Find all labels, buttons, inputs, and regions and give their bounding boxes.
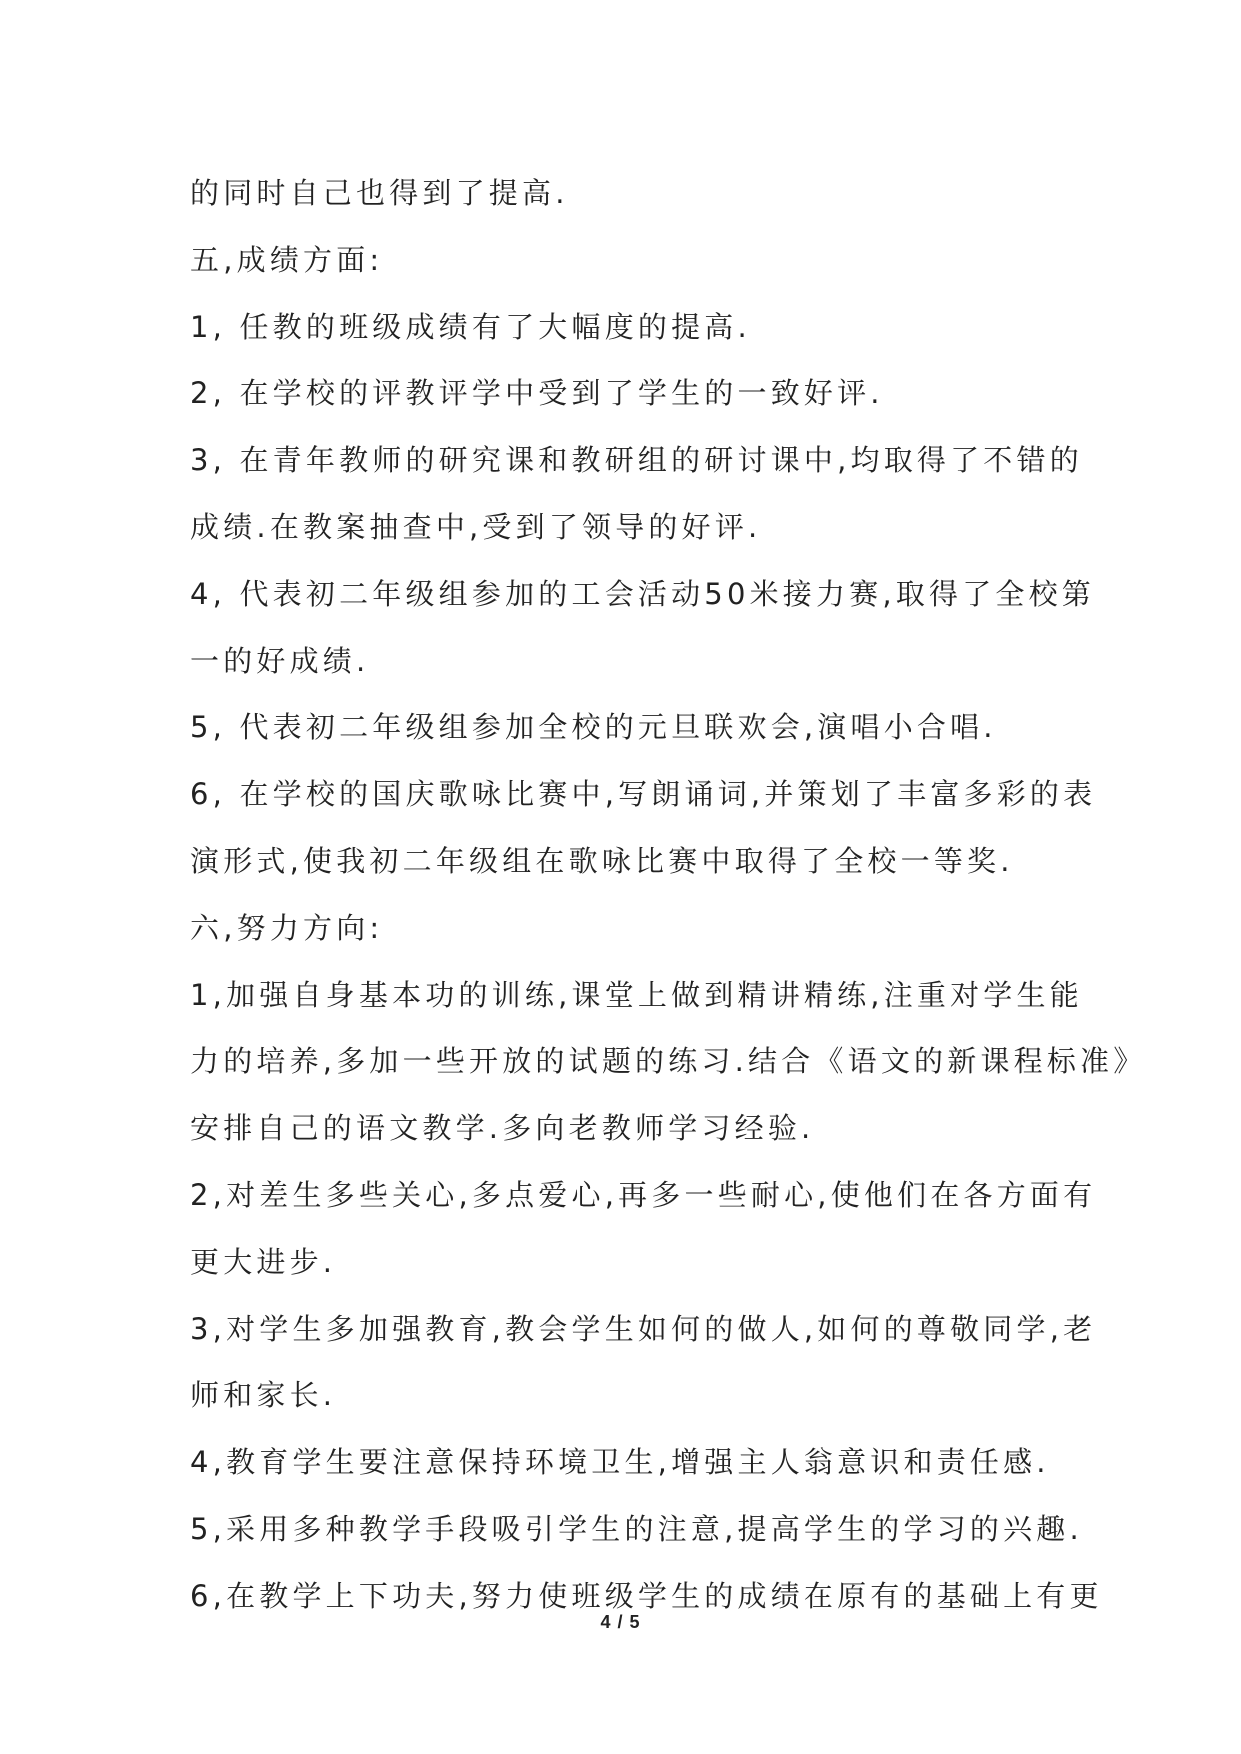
list-item: 4, 代表初二年级组参加的工会活动50米接力赛,取得了全校第 — [190, 576, 1096, 611]
text-line: 一的好成绩. — [190, 643, 370, 678]
list-item: 6, 在学校的国庆歌咏比赛中,写朗诵词,并策划了丰富多彩的表 — [190, 777, 1097, 812]
text-line: 安排自己的语文教学.多向老教师学习经验. — [190, 1111, 815, 1146]
list-item: 6,在教学上下功夫,努力使班级学生的成绩在原有的基础上有更 — [190, 1578, 1103, 1613]
text-line: 演形式,使我初二年级组在歌咏比赛中取得了全校一等奖. — [190, 843, 1014, 878]
text-line: 力的培养,多加一些开放的试题的练习.结合《语文的新课程标准》 — [190, 1044, 1147, 1079]
list-item: 1, 任教的班级成绩有了大幅度的提高. — [190, 309, 751, 344]
text-line: 更大进步. — [190, 1244, 337, 1279]
list-item: 3,对学生多加强教育,教会学生如何的做人,如何的尊敬同学,老 — [190, 1311, 1097, 1346]
section-heading: 五,成绩方面: — [190, 242, 384, 277]
list-item: 2,对差生多些关心,多点爱心,再多一些耐心,使他们在各方面有 — [190, 1177, 1097, 1212]
list-item: 5, 代表初二年级组参加全校的元旦联欢会,演唱小合唱. — [190, 710, 997, 745]
text-line: 成绩.在教案抽查中,受到了领导的好评. — [190, 509, 762, 544]
document-body — [190, 160, 1147, 1630]
list-item: 4,教育学生要注意保持环境卫生,增强主人翁意识和责任感. — [190, 1445, 1050, 1480]
text-line: 的同时自己也得到了提高. — [190, 176, 569, 210]
page-number: 4 / 5 — [600, 1612, 641, 1632]
text-line: 师和家长. — [190, 1378, 337, 1413]
list-item: 5,采用多种教学手段吸引学生的注意,提高学生的学习的兴趣. — [190, 1511, 1083, 1546]
list-item: 2, 在学校的评教评学中受到了学生的一致好评. — [190, 376, 884, 411]
list-item: 3, 在青年教师的研究课和教研组的研讨课中,均取得了不错的 — [190, 443, 1083, 478]
section-heading: 六,努力方向: — [190, 910, 384, 945]
list-item: 1,加强自身基本功的训练,课堂上做到精讲精练,注重对学生能 — [190, 977, 1083, 1012]
